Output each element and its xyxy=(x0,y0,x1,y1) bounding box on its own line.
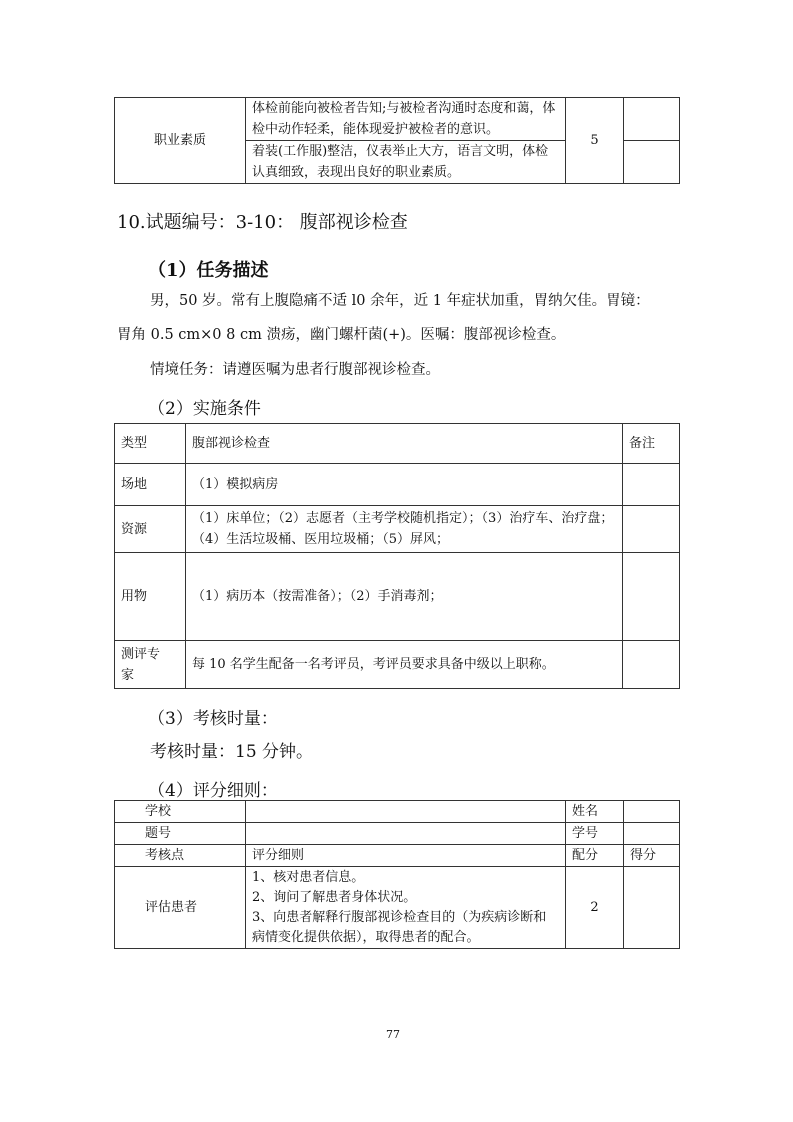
task-scenario: 情境任务：请遵医嘱为患者行腹部视诊检查。 xyxy=(150,362,440,378)
header-cell: 配分 xyxy=(566,845,624,867)
header-cell: 备注 xyxy=(623,424,680,464)
type-cell: 场地 xyxy=(115,464,186,506)
earned-cell xyxy=(624,141,680,184)
task-description-line: 胃角 0.5 cm×0 8 cm 溃疡，幽门螺杆菌(+)。医嘱：腹部视诊检查。 xyxy=(117,327,566,343)
task-description-line: 男，50 岁。常有上腹隐痛不适 l0 余年，近 1 年症状加重，胃纳欠佳。胃镜： xyxy=(150,293,650,309)
detail-line: 3、向患者解释行腹部视诊检查目的（为疾病诊断和病情变化提供依据），取得患者的配合。 xyxy=(252,909,547,945)
name-label: 姓名 xyxy=(566,801,624,823)
detail-line: 1、核对患者信息。 xyxy=(252,869,365,885)
section-heading: （2）实施条件 xyxy=(148,399,261,419)
school-label: 学校 xyxy=(115,801,246,823)
exam-duration: 考核时量：15 分钟。 xyxy=(150,742,314,762)
type-cell: 测评专家 xyxy=(115,641,186,689)
content-cell: （1）病历本（按需准备）；（2）手消毒剂； xyxy=(186,553,623,641)
question-value xyxy=(246,823,566,845)
score-cell: 2 xyxy=(566,867,624,949)
section-heading: （1）任务描述 xyxy=(148,260,269,281)
section-heading: （3）考核时量： xyxy=(148,709,278,729)
detail-line: 2、询问了解患者身体状况。 xyxy=(252,889,417,905)
header-cell: 考核点 xyxy=(115,845,246,867)
note-cell xyxy=(623,553,680,641)
note-cell xyxy=(623,641,680,689)
professional-quality-table xyxy=(114,97,680,184)
question-title: 10.试题编号：3-10： 腹部视诊检查 xyxy=(117,212,408,233)
criteria-cell: 着装(工作服)整洁，仪表举止大方，语言文明，体检认真细致，表现出良好的职业素质。 xyxy=(246,141,566,184)
student-id-value xyxy=(624,823,680,845)
page-number: 77 xyxy=(386,1028,400,1041)
note-cell xyxy=(623,464,680,506)
header-cell: 得分 xyxy=(624,845,680,867)
criteria-cell: 体检前能向被检者告知;与被检者沟通时态度和蔼，体检中动作轻柔，能体现爱护被检者的意识。 xyxy=(246,98,566,141)
student-id-label: 学号 xyxy=(566,823,624,845)
conditions-table xyxy=(114,423,680,689)
content-cell: （1）模拟病房 xyxy=(186,464,623,506)
type-cell: 用物 xyxy=(115,553,186,641)
earned-cell xyxy=(624,867,680,949)
section-heading: （4）评分细则： xyxy=(148,781,278,801)
score-cell: 5 xyxy=(566,98,624,184)
content-cell: 每 10 名学生配备一名考评员，考评员要求具备中级以上职称。 xyxy=(186,641,623,689)
details-cell xyxy=(246,867,566,949)
question-label: 题号 xyxy=(115,823,246,845)
assessment-point: 评估患者 xyxy=(115,867,246,949)
name-value xyxy=(624,801,680,823)
scoring-table xyxy=(114,800,680,949)
content-cell: （1）床单位；（2）志愿者（主考学校随机指定）；（3）治疗车、治疗盘；（4）生活垃圾桶、医用垃圾桶；（5）屏风； xyxy=(186,506,623,553)
type-cell: 资源 xyxy=(115,506,186,553)
header-cell: 腹部视诊检查 xyxy=(186,424,623,464)
header-cell: 类型 xyxy=(115,424,186,464)
category-cell: 职业素质 xyxy=(115,98,246,184)
school-value xyxy=(246,801,566,823)
header-cell: 评分细则 xyxy=(246,845,566,867)
note-cell xyxy=(623,506,680,553)
earned-cell xyxy=(624,98,680,141)
